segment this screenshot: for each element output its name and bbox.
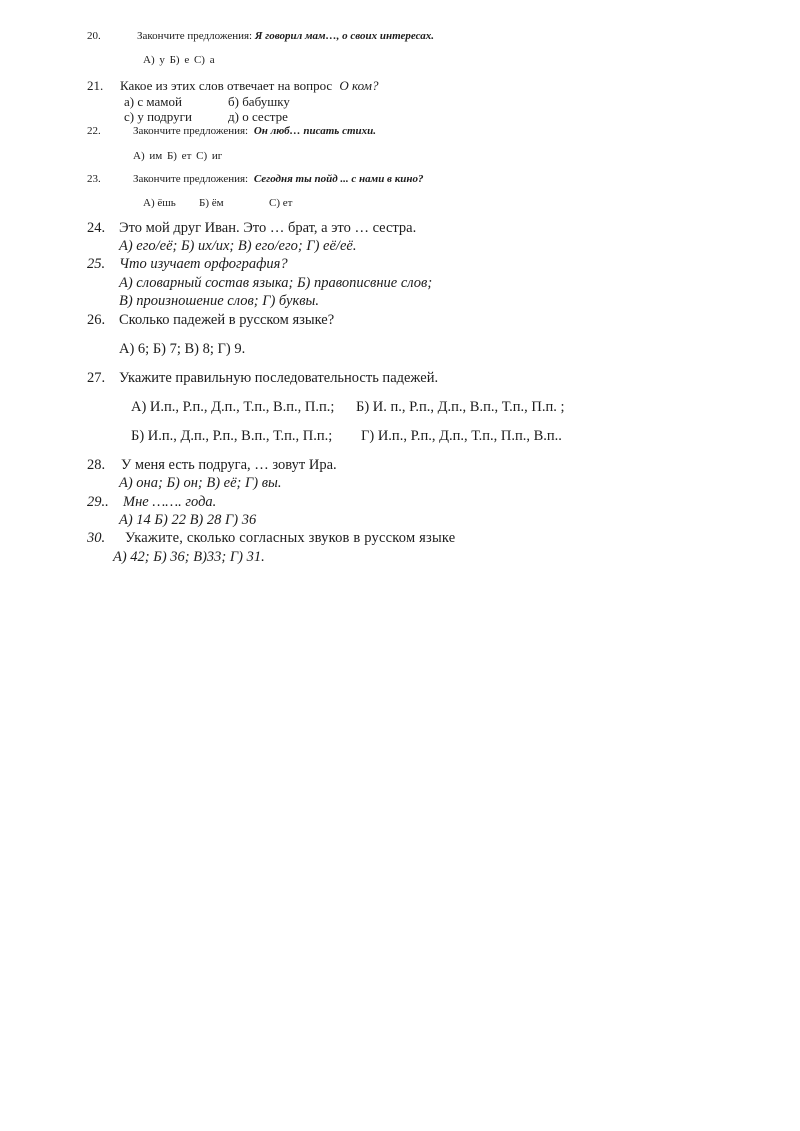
q22-sentence: Он люб… писать стихи. — [253, 125, 377, 137]
q27-option-d: Г) И.п., Р.п., Д.п., Т.п., П.п., В.п.. — [361, 428, 562, 444]
q20-number: 20. — [87, 30, 101, 42]
q23-prompt-text: Закончите предложения: — [133, 173, 249, 185]
q27-option-b: Б) И. п., Р.п., Д.п., В.п., Т.п., П.п. ; — [356, 399, 565, 415]
q27-text: Укажите правильную последовательность падежей. — [119, 370, 439, 386]
q28-text: У меня есть подруга, … зовут Ира. — [121, 457, 337, 473]
q21-option-b: б) бабушку — [228, 94, 290, 109]
q27-number: 27. — [87, 370, 106, 386]
q23-sentence: Сегодня ты пойд ... с нами в кино? — [253, 173, 424, 185]
q25-options-line2: В) произношение слов; Г) буквы. — [119, 293, 319, 309]
q21-prompt-text: Какое из этих слов отвечает на вопрос — [120, 78, 333, 93]
q28-number: 28. — [87, 457, 106, 473]
q23-option-c: С) ет — [269, 197, 293, 209]
q25-number: 25. — [87, 256, 106, 272]
q21-question: О ком? — [339, 78, 379, 93]
q25-text: Что изучает орфография? — [119, 256, 288, 272]
q21-option-c: с) у подруги — [124, 109, 192, 124]
q30-number: 30. — [87, 530, 106, 546]
q21-option-a: а) с мамой — [124, 94, 182, 109]
q26-text: Сколько падежей в русском языке? — [119, 312, 335, 328]
q25-options-line1: А) словарный состав языка; Б) правописвние слов; — [119, 275, 433, 291]
q22-options: А) им Б) ет С) иг — [133, 150, 223, 162]
q21-option-d: д) о сестре — [228, 109, 288, 124]
q23-option-b: Б) ём — [199, 197, 224, 209]
q21-number: 21. — [87, 78, 104, 93]
q26-options: А) 6; Б) 7; В) 8; Г) 9. — [119, 341, 246, 357]
q29-options: А) 14 Б) 22 В) 28 Г) 36 — [119, 512, 257, 528]
q23-prompt — [133, 173, 424, 185]
q27-option-c: Б) И.п., Д.п., Р.п., В.п., Т.п., П.п.; — [131, 428, 333, 444]
q21-prompt — [120, 78, 378, 94]
q22-prompt — [133, 125, 376, 137]
q22-prompt-text: Закончите предложения: — [133, 125, 249, 137]
q29-number: 29.. — [87, 494, 109, 510]
q20-prompt-text: Закончите предложения: — [137, 30, 253, 42]
q23-option-a: А) ёшь — [143, 197, 176, 209]
q20-sentence: Я говорил мам…, о своих интересах. — [254, 30, 434, 42]
q20-prompt — [137, 30, 434, 42]
q23-number: 23. — [87, 173, 101, 185]
q28-options: А) она; Б) он; В) её; Г) вы. — [119, 475, 282, 491]
q30-text: Укажите, сколько согласных звуков в русском языке — [125, 530, 456, 546]
q30-options: А) 42; Б) 36; В)33; Г) 31. — [113, 549, 265, 565]
q26-number: 26. — [87, 312, 106, 328]
q24-number: 24. — [87, 220, 106, 236]
q20-options: А) у Б) е С) а — [143, 54, 215, 66]
q27-option-a: А) И.п., Р.п., Д.п., Т.п., В.п., П.п.; — [131, 399, 335, 415]
q24-options: А) его/её; Б) их/их; В) его/его; Г) её/её. — [119, 238, 357, 254]
q29-text: Мне ……. года. — [123, 494, 217, 510]
q22-number: 22. — [87, 125, 101, 137]
q24-text: Это мой друг Иван. Это … брат, а это … сестра. — [119, 220, 417, 236]
